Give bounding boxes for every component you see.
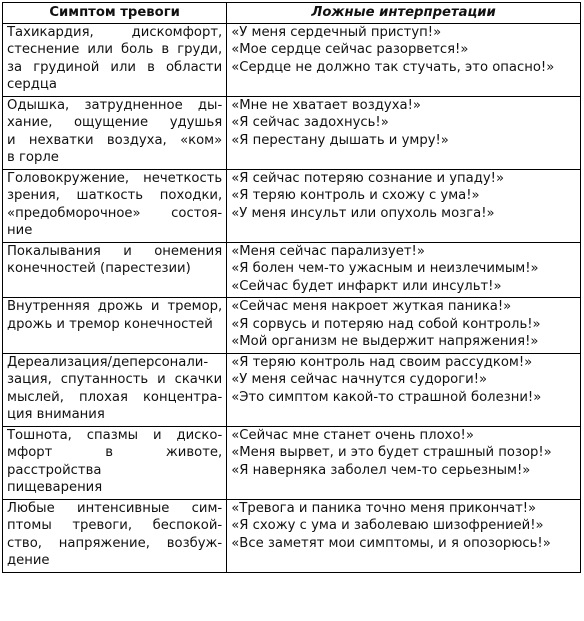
symptom-cell bbox=[3, 353, 227, 426]
interpretation-line: «Я наверняка заболел чем-то серьезным!» bbox=[231, 462, 531, 478]
anxiety-symptoms-table bbox=[2, 2, 581, 573]
symptom-line: зация, спутанность и скачки bbox=[7, 372, 223, 387]
header-symptom: Симптом тревоги bbox=[3, 3, 227, 24]
symptom-line: ство, напряжение, возбуж- bbox=[7, 535, 223, 551]
symptom-line: Внутренняя дрожь и тремор, bbox=[7, 299, 223, 314]
symptom-line: ция внимания bbox=[7, 407, 105, 422]
symptom-line: птомы тревоги, беспокой- bbox=[7, 518, 223, 533]
table-row bbox=[3, 96, 581, 169]
table-row bbox=[3, 353, 581, 426]
interpretation-line: «Тревога и паника точно меня прикончат!» bbox=[231, 500, 537, 516]
table-row bbox=[3, 242, 581, 298]
symptom-line: Любые интенсивные сим- bbox=[7, 500, 223, 516]
interpretations-cell bbox=[227, 499, 581, 572]
table-row bbox=[3, 23, 581, 96]
table-row bbox=[3, 169, 581, 242]
symptom-line: Одышка, затрудненное ды- bbox=[7, 97, 223, 113]
header-row bbox=[3, 3, 581, 24]
symptom-line: Тошнота, спазмы и диско- bbox=[7, 427, 223, 443]
interpretation-line: «Я перестану дышать и умру!» bbox=[231, 132, 449, 148]
interpretation-line: «Я теряю контроль над своим рассудком!» bbox=[231, 354, 533, 370]
interpretation-line: «Мой организм не выдержит напряжения!» bbox=[231, 334, 539, 349]
interpretation-line: «Я сейчас задохнусь!» bbox=[231, 115, 389, 130]
symptom-cell bbox=[3, 242, 227, 298]
interpretation-line: «Я схожу с ума и заболеваю шизофренией!» bbox=[231, 518, 544, 533]
interpretation-line: «Сейчас меня накроет жуткая паника!» bbox=[231, 299, 512, 314]
interpretation-line: «Это симптом какой-то страшной болезни!» bbox=[231, 389, 542, 405]
interpretations-cell bbox=[227, 96, 581, 169]
symptom-cell bbox=[3, 426, 227, 499]
symptom-cell bbox=[3, 298, 227, 354]
symptom-line: зрения, шаткость походки, bbox=[7, 188, 223, 203]
symptom-line: в горле bbox=[7, 150, 59, 165]
symptom-line: пищеварения bbox=[7, 480, 103, 495]
table-row bbox=[3, 426, 581, 499]
interpretation-line: «У меня сердечный приступ!» bbox=[231, 24, 442, 40]
interpretation-line: «Меня сейчас парализует!» bbox=[231, 243, 425, 259]
interpretation-line: «У меня инсульт или опухоль мозга!» bbox=[231, 205, 495, 221]
symptom-line: Тахикардия, дискомфорт, bbox=[7, 24, 223, 40]
interpretation-line: «Меня вырвет, и это будет страшный позор!» bbox=[231, 445, 552, 460]
symptom-line: конечностей (парестезии) bbox=[7, 261, 191, 276]
interpretations-cell bbox=[227, 169, 581, 242]
symptom-line: за грудиной или в области bbox=[7, 59, 223, 75]
interpretation-line: «Мне не хватает воздуха!» bbox=[231, 97, 421, 113]
interpretation-line: «Я болен чем-то ужасным и неизлечимым!» bbox=[231, 261, 539, 276]
header-interpretations: Ложные интерпретации bbox=[227, 3, 581, 24]
symptom-line: «предобморочное» состоя- bbox=[7, 205, 223, 221]
interpretation-line: «Сейчас мне станет очень плохо!» bbox=[231, 427, 474, 443]
symptom-line: мфорт в животе, расстройства bbox=[7, 445, 223, 478]
symptom-cell bbox=[3, 96, 227, 169]
symptom-cell bbox=[3, 23, 227, 96]
symptom-line: Покалывания и онемения bbox=[7, 243, 223, 259]
interpretations-cell bbox=[227, 298, 581, 354]
interpretation-line: «У меня сейчас начнутся судороги!» bbox=[231, 372, 488, 387]
symptom-cell bbox=[3, 499, 227, 572]
interpretation-line: «Сердце не должно так стучать, это опасно!» bbox=[231, 59, 555, 75]
symptom-cell bbox=[3, 169, 227, 242]
symptom-line: мыслей, плохая концентра- bbox=[7, 389, 223, 405]
table-row bbox=[3, 499, 581, 572]
interpretation-line: «Все заметят мои симптомы, и я опозорюсь!» bbox=[231, 535, 551, 551]
symptom-line: Дереализация/деперсонали- bbox=[7, 354, 209, 370]
symptom-line: и нехватки воздуха, «ком» bbox=[7, 132, 223, 148]
table-row bbox=[3, 298, 581, 354]
symptom-line: Головокружение, нечеткость bbox=[7, 170, 223, 186]
symptom-line: дрожь и тремор конечностей bbox=[7, 316, 213, 332]
interpretations-cell bbox=[227, 426, 581, 499]
interpretation-line: «Я теряю контроль и схожу с ума!» bbox=[231, 188, 480, 203]
symptom-line: дение bbox=[7, 553, 50, 568]
symptom-line: стеснение или боль в груди, bbox=[7, 42, 223, 57]
interpretation-line: «Мое сердце сейчас разорвется!» bbox=[231, 42, 469, 57]
interpretation-line: «Я сейчас потеряю сознание и упаду!» bbox=[231, 170, 505, 186]
interpretations-cell bbox=[227, 353, 581, 426]
symptom-line: хание, ощущение удушья bbox=[7, 115, 223, 130]
interpretations-cell bbox=[227, 23, 581, 96]
symptom-line: сердца bbox=[7, 77, 57, 92]
interpretation-line: «Я сорвусь и потеряю над собой контроль!» bbox=[231, 316, 541, 332]
interpretation-line: «Сейчас будет инфаркт или инсульт!» bbox=[231, 278, 502, 294]
symptom-line: ние bbox=[7, 223, 33, 238]
interpretations-cell bbox=[227, 242, 581, 298]
